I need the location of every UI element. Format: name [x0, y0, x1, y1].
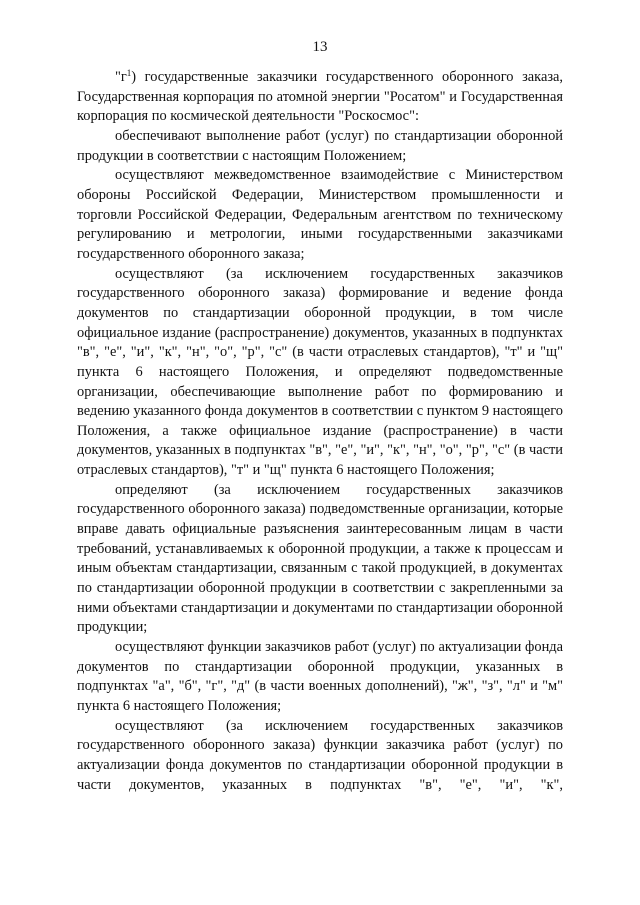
paragraph-g1-text: ) государственные заказчики государственного оборонного заказа, Государственная корпорация по атомной энергии "Росатом" и Государственная корпорация по космической деятельности "Роскосмос": [77, 69, 563, 125]
document-body [77, 68, 563, 795]
paragraph-clarifications: определяют (за исключением государственных заказчиков государственного оборонного заказа) подведомственные организации, которые вправе давать официальные разъяснения заинтересованным лицам в части требований, устанавливаемых к оборонной продукции, а также к процессам и иным объектам стандартизации, связанным с такой продукцией, в документах по стандартизации оборонной продукции в соответствии с закрепленными за ними объектами стандартизации и документами по стандартизации оборонной продукции; [77, 481, 563, 636]
paragraph-interaction: осуществляют межведомственное взаимодействие с Министерством обороны Российской Федерации, Министерством промышленности и торговли Российской Федерации, Федеральным агентством по техническому регулированию и метрологии, иными государственными заказчиками государственного оборонного заказа; [77, 167, 563, 262]
paragraph-ensure-works: обеспечивают выполнение работ (услуг) по стандартизации оборонной продукции в соответствии с настоящим Положением; [77, 127, 563, 164]
paragraph-customer-works: осуществляют (за исключением государственных заказчиков государственного оборонного заказа) функции заказчика работ (услуг) по актуализации фонда документов по стандартизации оборонной продукции в части документов, указанных в подпунктах "в", "е", "и", "к", [77, 717, 563, 793]
paragraph-customer-functions: осуществляют функции заказчиков работ (услуг) по актуализации фонда документов по стандартизации оборонной продукции, указанных в подпунктах "а", "б", "г", "д" (в части военных дополнений), "ж", "з", "л" и "м" пункта 6 настоящего Положения; [77, 639, 563, 714]
paragraph-g1 [77, 68, 563, 127]
page-number: 13 [312, 39, 328, 55]
paragraph-fund-formation: осуществляют (за исключением государственных заказчиков государственного оборонного заказа) формирование и ведение фонда документов по стандартизации оборонной продукции, в том числе официальное издание (распространение) документов, указанных в подпунктах "в", "е", "и", "к", "н", "о", "р", "с" (в части отраслевых стандартов), "т" и "щ" пункта 6 настоящего Положения, и определяют подведомственные организации, обеспечивающие выполнение работ по формированию и ведению указанного фонда документов в соответствии с пунктом 9 настоящего Положения, а также официальное издание (распространение) в части документов, указанных в подпунктах "в", "е", "и", "к", "н", "о", "р", "с" (в части отраслевых стандартов), "т" и "щ" пункта 6 настоящего Положения; [77, 265, 563, 479]
paragraph-g1-superscript: 1 [126, 68, 132, 78]
paragraph-g1-prefix: "г [115, 69, 127, 85]
